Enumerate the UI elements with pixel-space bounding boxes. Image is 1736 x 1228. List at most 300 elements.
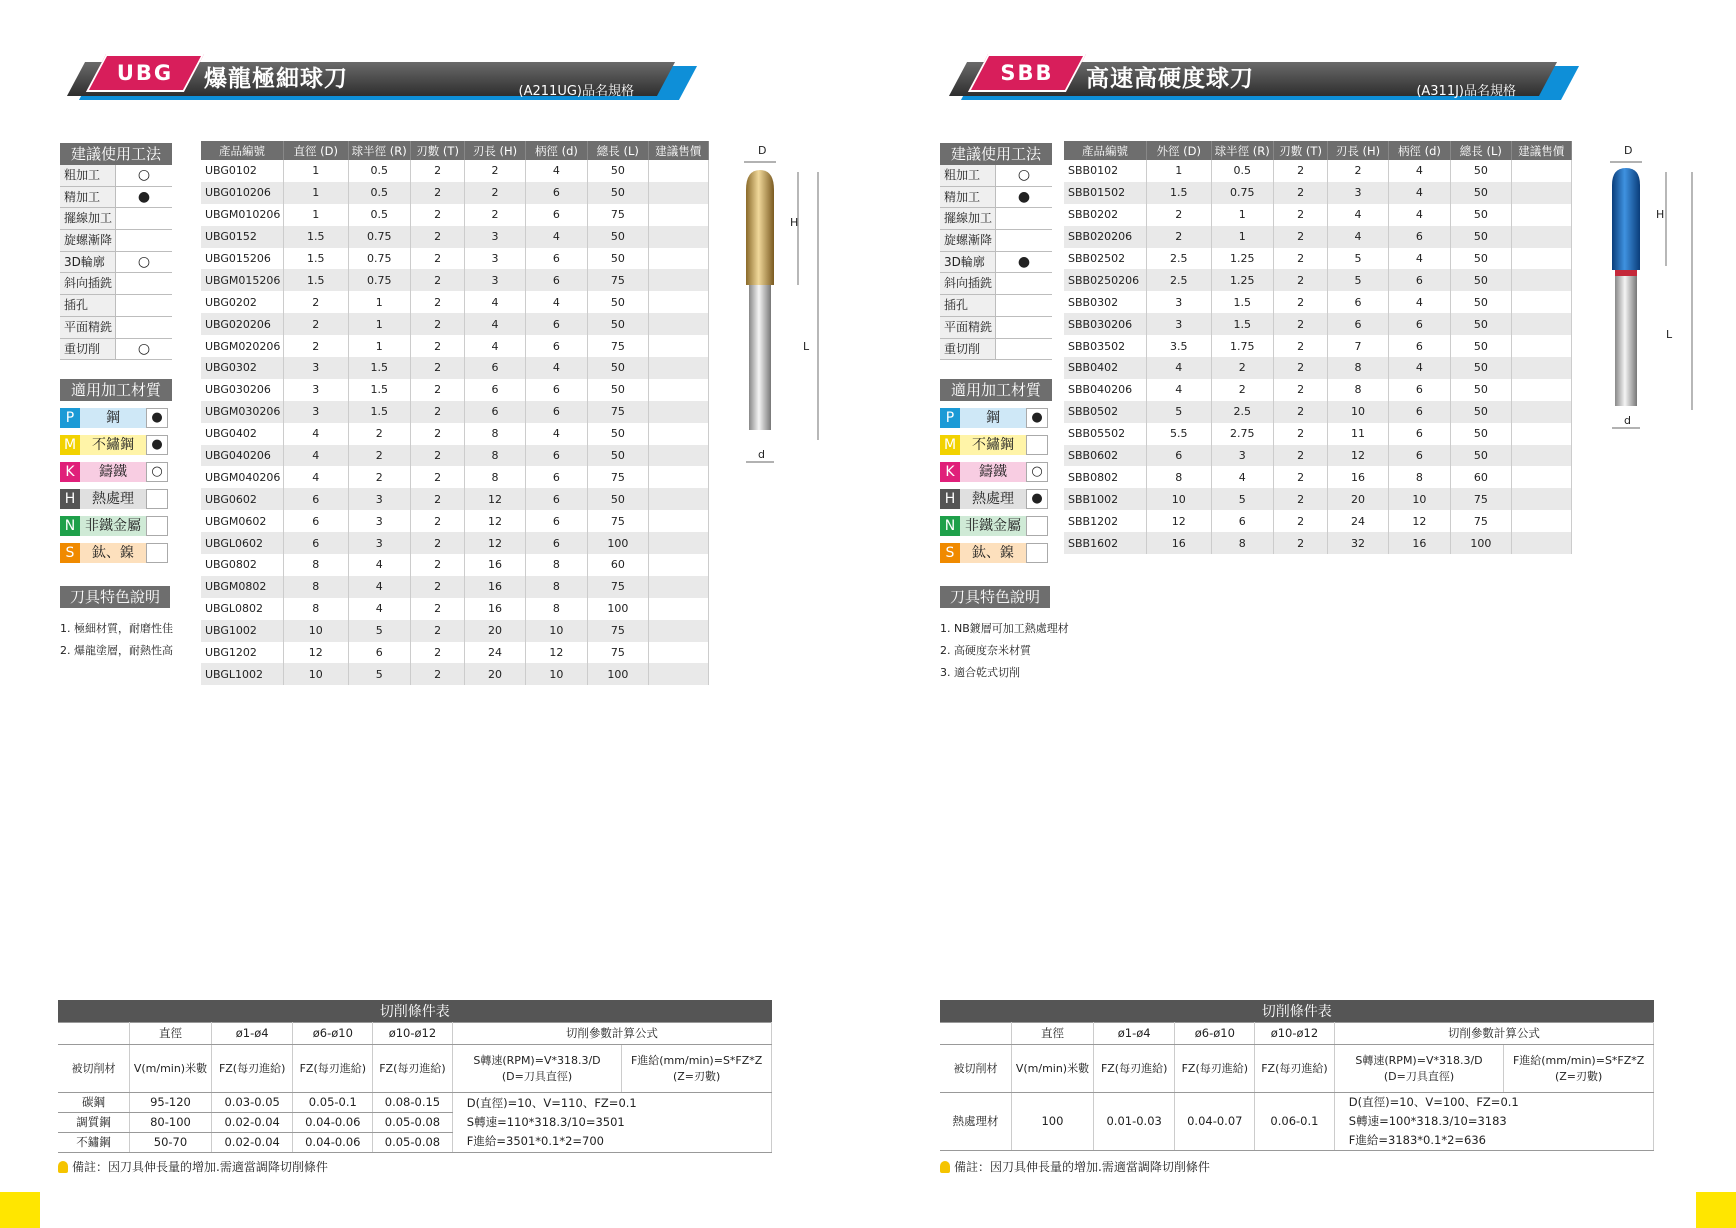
table-cell: 2 (1273, 291, 1327, 313)
table-cell (1511, 357, 1571, 379)
table-row (201, 379, 709, 401)
cut-subheader: S轉速(RPM)=V*318.3/D (D=刀具直徑) (1334, 1044, 1504, 1092)
cut-subheader: V(m/min)米數 (130, 1044, 212, 1092)
cut-subheader: FZ(每刃進給) (1175, 1044, 1255, 1092)
table-cell: 2 (1147, 226, 1211, 248)
cut-header: ø1-ø4 (211, 1022, 293, 1044)
table-cell: 2.75 (1211, 423, 1273, 445)
table-cell: 8 (1328, 357, 1388, 379)
table-cell: 50 (588, 445, 648, 467)
table-cell: 6 (525, 401, 587, 423)
table-cell: UBG0402 (201, 423, 284, 445)
use-row (60, 317, 172, 339)
table-row (1064, 532, 1572, 554)
table-cell: 1.5 (348, 379, 410, 401)
use-label: 3D輪廓 (940, 252, 996, 273)
table-cell: 4 (1388, 291, 1450, 313)
use-row (940, 165, 1052, 187)
table-cell (648, 269, 708, 291)
table-cell: 4 (1211, 466, 1273, 488)
table-cell: 8 (284, 576, 348, 598)
table-cell: UBG030206 (201, 379, 284, 401)
table-cell (648, 598, 708, 620)
cut-subheader: FZ(每刃進給) (293, 1044, 373, 1092)
table-row (201, 204, 709, 226)
table-cell: 4 (348, 554, 410, 576)
table-cell: UBGM040206 (201, 466, 284, 488)
table-cell: 2 (1211, 357, 1273, 379)
sbb-spec: (A311J)品名規格 (1416, 84, 1516, 99)
cut-cell: 0.04-0.07 (1175, 1092, 1255, 1150)
dim-d: d (1624, 414, 1631, 427)
column-header: 產品編號 (201, 141, 284, 160)
cut-subheader: V(m/min)米數 (1012, 1044, 1094, 1092)
table-cell: 6 (1388, 445, 1450, 467)
table-cell: 24 (465, 642, 525, 664)
material-row (940, 485, 1052, 512)
table-cell (648, 248, 708, 270)
table-row (1064, 401, 1572, 423)
ubg-uses (60, 143, 172, 360)
table-cell (648, 313, 708, 335)
table-cell (1511, 204, 1571, 226)
use-row (940, 339, 1052, 361)
table-cell: UBG0152 (201, 226, 284, 248)
table-cell: 2 (410, 445, 464, 467)
table-cell (1511, 510, 1571, 532)
table-cell: 8 (465, 423, 525, 445)
table-row (201, 642, 709, 664)
features-title: 刀具特色說明 (940, 586, 1050, 608)
table-cell: 2 (348, 466, 410, 488)
material-code: N (940, 516, 960, 536)
table-cell: 12 (465, 510, 525, 532)
table-cell: 2 (410, 466, 464, 488)
uses-title: 建議使用工法 (60, 143, 172, 165)
table-cell: 60 (588, 554, 648, 576)
dim-L: L (1666, 328, 1673, 341)
table-cell: SBB0202 (1064, 204, 1147, 226)
table-cell: 6 (1388, 401, 1450, 423)
feature-item: 1. NB鍍層可加工熱處理材 (940, 622, 1069, 635)
use-label: 粗加工 (60, 165, 116, 186)
table-cell: SBB1002 (1064, 488, 1147, 510)
table-cell: 3 (1211, 445, 1273, 467)
material-name: 非鐵金屬 (960, 516, 1026, 536)
table-cell: 8 (284, 554, 348, 576)
table-cell: 1 (1211, 226, 1273, 248)
table-cell: 2 (1273, 248, 1327, 270)
table-cell: 2 (410, 554, 464, 576)
table-cell: 50 (1451, 313, 1511, 335)
table-cell: 60 (1451, 466, 1511, 488)
table-cell (648, 510, 708, 532)
table-cell: 10 (284, 620, 348, 642)
material-row (60, 431, 172, 458)
table-cell: 3 (465, 269, 525, 291)
table-cell: SBB030206 (1064, 313, 1147, 335)
use-row (940, 317, 1052, 339)
table-cell: 16 (1147, 532, 1211, 554)
table-cell: UBGM020206 (201, 335, 284, 357)
cut-header (58, 1022, 130, 1044)
corner-mark (0, 1192, 40, 1228)
cut-cell: 95-120 (130, 1092, 212, 1112)
table-cell: 12 (465, 532, 525, 554)
cut-subheader: 被切削材 (940, 1044, 1012, 1092)
table-cell: 50 (1451, 204, 1511, 226)
use-label: 平面精銑 (60, 317, 116, 338)
material-row (940, 458, 1052, 485)
table-cell: 5 (348, 663, 410, 685)
formula-line: F進給=3501*0.1*2=700 (466, 1133, 604, 1148)
table-cell: 8 (1328, 379, 1388, 401)
table-cell: 6 (525, 182, 587, 204)
dim-H: H (1656, 208, 1665, 221)
use-mark: ● (1017, 189, 1031, 206)
table-cell: 1.5 (284, 226, 348, 248)
material-name: 熱處理 (80, 489, 146, 509)
table-cell (648, 204, 708, 226)
use-label: 擺線加工 (60, 208, 116, 229)
table-cell: 8 (525, 554, 587, 576)
table-cell: SBB1602 (1064, 532, 1147, 554)
cut-subheader: FZ(每刃進給) (1255, 1044, 1335, 1092)
table-cell: 2 (410, 510, 464, 532)
table-cell: 50 (1451, 160, 1511, 182)
table-cell (1511, 445, 1571, 467)
column-header: 外徑 (D) (1147, 141, 1211, 160)
table-row (201, 510, 709, 532)
material-mark (146, 516, 168, 536)
cut-cell: 熱處理材 (940, 1092, 1012, 1150)
table-cell: 6 (1328, 291, 1388, 313)
table-cell: 75 (588, 620, 648, 642)
table-cell: 2 (284, 291, 348, 313)
table-cell: 4 (1388, 182, 1450, 204)
formula-line: D(直徑)=10、V=110、FZ=0.1 (466, 1095, 637, 1110)
formula-line: D(直徑)=10、V=100、FZ=0.1 (1348, 1094, 1519, 1109)
table-cell: 4 (348, 576, 410, 598)
cut-formula (1334, 1092, 1653, 1150)
table-cell: 50 (588, 182, 648, 204)
table-cell: 2 (410, 401, 464, 423)
table-cell: 4 (525, 423, 587, 445)
table-cell: 6 (1211, 510, 1273, 532)
table-cell: 3 (1147, 313, 1211, 335)
use-label: 插孔 (60, 295, 116, 316)
table-cell: 2 (410, 598, 464, 620)
features-title: 刀具特色說明 (60, 586, 170, 608)
material-code: H (940, 489, 960, 509)
table-cell: 0.75 (1211, 182, 1273, 204)
table-cell: 4 (1388, 357, 1450, 379)
table-cell: 75 (1451, 488, 1511, 510)
table-cell: 4 (1388, 160, 1450, 182)
table-cell: UBG1202 (201, 642, 284, 664)
table-cell (648, 488, 708, 510)
table-cell: 3 (465, 226, 525, 248)
table-cell: 2 (348, 423, 410, 445)
table-cell: 6 (1388, 379, 1450, 401)
table-cell: 0.75 (348, 226, 410, 248)
table-cell: 5 (1147, 401, 1211, 423)
table-cell: 11 (1328, 423, 1388, 445)
corner-mark (1696, 1192, 1736, 1228)
sbb-materials (940, 379, 1052, 566)
cut-subheader: S轉速(RPM)=V*318.3/D (D=刀具直徑) (452, 1044, 622, 1092)
cut-formula (452, 1092, 771, 1152)
cut-header: 切削參數計算公式 (1334, 1022, 1653, 1044)
table-cell: 4 (525, 226, 587, 248)
table-cell: 4 (348, 598, 410, 620)
table-cell: 50 (588, 160, 648, 182)
table-cell: UBG015206 (201, 248, 284, 270)
table-cell (648, 576, 708, 598)
table-cell: 12 (1147, 510, 1211, 532)
use-mark: ○ (137, 340, 151, 357)
table-cell (648, 423, 708, 445)
table-cell: 50 (1451, 269, 1511, 291)
use-row (60, 339, 172, 361)
table-cell: 3 (1328, 182, 1388, 204)
table-cell: SBB0602 (1064, 445, 1147, 467)
table-cell: SBB1202 (1064, 510, 1147, 532)
table-cell: 0.5 (348, 160, 410, 182)
column-header: 刃長 (H) (1328, 141, 1388, 160)
table-cell: 12 (284, 642, 348, 664)
table-cell: 1.5 (1211, 291, 1273, 313)
table-cell: 4 (284, 445, 348, 467)
dim-D: D (1624, 144, 1633, 157)
table-cell: 2 (348, 445, 410, 467)
table-cell: 5 (1328, 269, 1388, 291)
table-cell: 8 (525, 598, 587, 620)
dim-D: D (758, 144, 767, 157)
table-cell: 20 (465, 663, 525, 685)
table-cell: 2 (1273, 204, 1327, 226)
cut-cell: 0.05-0.08 (373, 1112, 453, 1132)
table-cell: 2 (1273, 510, 1327, 532)
table-cell (1511, 401, 1571, 423)
table-cell: 2 (410, 379, 464, 401)
table-cell: 3.5 (1147, 335, 1211, 357)
table-cell: 2 (410, 488, 464, 510)
table-cell: UBGM030206 (201, 401, 284, 423)
sbb-spec-table (1064, 141, 1572, 554)
table-cell: 10 (525, 663, 587, 685)
material-mark (146, 489, 168, 509)
cut-header: ø1-ø4 (1093, 1022, 1175, 1044)
table-cell: SBB0802 (1064, 466, 1147, 488)
material-name: 鋼 (960, 408, 1026, 428)
table-cell: 75 (588, 466, 648, 488)
table-cell (1511, 160, 1571, 182)
table-cell: 2 (410, 160, 464, 182)
table-cell (648, 182, 708, 204)
table-cell: 3 (1147, 291, 1211, 313)
table-cell: 100 (588, 598, 648, 620)
table-cell: 16 (465, 554, 525, 576)
formula-line: F進給=3183*0.1*2=636 (1348, 1132, 1486, 1147)
uses-title: 建議使用工法 (940, 143, 1052, 165)
table-cell: 0.5 (348, 182, 410, 204)
use-label: 重切削 (60, 339, 116, 360)
dim-d: d (758, 448, 765, 461)
table-cell: 2 (1273, 335, 1327, 357)
table-cell: 16 (1388, 532, 1450, 554)
table-cell: 50 (1451, 445, 1511, 467)
cut-cell: 0.08-0.15 (373, 1092, 453, 1112)
use-row (940, 208, 1052, 230)
table-cell: 6 (525, 204, 587, 226)
material-mark: ● (146, 435, 168, 455)
bulb-icon (940, 1161, 950, 1173)
use-row (60, 208, 172, 230)
material-mark: ● (1026, 408, 1048, 428)
material-row (60, 404, 172, 431)
table-cell: 2 (1273, 226, 1327, 248)
ubg-features (60, 586, 173, 662)
table-cell: 2 (1273, 313, 1327, 335)
table-cell: 2 (410, 532, 464, 554)
use-label: 粗加工 (940, 165, 996, 186)
table-cell: UBGM0802 (201, 576, 284, 598)
table-cell: 10 (525, 620, 587, 642)
table-cell: 6 (525, 335, 587, 357)
table-cell: 6 (525, 313, 587, 335)
ubg-banner (58, 50, 678, 100)
table-cell: 2 (1273, 423, 1327, 445)
use-mark: ○ (1017, 167, 1031, 184)
table-cell: 8 (1388, 466, 1450, 488)
material-code: M (60, 435, 80, 455)
table-cell: 2 (465, 204, 525, 226)
column-header: 直徑 (D) (284, 141, 348, 160)
table-row (201, 357, 709, 379)
table-cell (648, 357, 708, 379)
cut-header: ø10-ø12 (373, 1022, 453, 1044)
cut-cell: 0.03-0.05 (211, 1092, 293, 1112)
table-cell: 2 (410, 576, 464, 598)
table-cell: 1 (284, 160, 348, 182)
use-label: 斜向插銑 (60, 273, 116, 294)
table-cell: 16 (465, 576, 525, 598)
table-cell: 4 (465, 335, 525, 357)
table-cell: 6 (1388, 335, 1450, 357)
materials-title: 適用加工材質 (940, 379, 1052, 401)
material-mark: ● (1026, 489, 1048, 509)
table-cell: 50 (588, 248, 648, 270)
table-cell: 50 (588, 226, 648, 248)
table-row (201, 598, 709, 620)
table-cell: 20 (1328, 488, 1388, 510)
table-cell: 12 (1328, 445, 1388, 467)
material-name: 鈦、鎳 (80, 543, 146, 563)
sbb-title: 高速高硬度球刀 (1086, 66, 1254, 92)
table-cell: 6 (525, 532, 587, 554)
use-label: 旋螺漸降 (60, 230, 116, 251)
table-cell: 1.5 (1147, 182, 1211, 204)
table-cell: 75 (588, 269, 648, 291)
cut-cell: 0.04-0.06 (293, 1112, 373, 1132)
table-cell: 8 (1147, 466, 1211, 488)
table-cell: 2 (1273, 445, 1327, 467)
table-cell (1511, 182, 1571, 204)
sbb-tool-diagram (1604, 140, 1704, 440)
cut-cell: 100 (1012, 1092, 1094, 1150)
table-cell: 2 (465, 182, 525, 204)
table-cell: UBGL0602 (201, 532, 284, 554)
use-label: 精加工 (940, 187, 996, 208)
cut-subheader: FZ(每刃進給) (211, 1044, 293, 1092)
table-row (201, 313, 709, 335)
table-cell: 1 (284, 182, 348, 204)
cut-cell: 80-100 (130, 1112, 212, 1132)
material-code: S (940, 543, 960, 563)
cut-subheader: F進給(mm/min)=S*FZ*Z (Z=刃數) (1504, 1044, 1654, 1092)
table-cell: 50 (588, 488, 648, 510)
table-cell: UBG0302 (201, 357, 284, 379)
cut-title: 切削條件表 (58, 1000, 772, 1022)
table-cell: 75 (588, 204, 648, 226)
sbb-uses (940, 143, 1052, 360)
sbb-tag: SBB (968, 54, 1086, 92)
table-row (201, 554, 709, 576)
table-cell: 7 (1328, 335, 1388, 357)
table-cell: 6 (525, 466, 587, 488)
cut-header: 切削參數計算公式 (452, 1022, 771, 1044)
table-cell: 6 (284, 488, 348, 510)
table-row (1064, 291, 1572, 313)
table-cell: 2 (410, 335, 464, 357)
table-cell: 4 (1388, 204, 1450, 226)
table-cell: 2 (410, 248, 464, 270)
material-code: M (940, 435, 960, 455)
table-cell: 2 (1273, 182, 1327, 204)
table-cell: 2 (1273, 379, 1327, 401)
table-cell: 2 (465, 160, 525, 182)
material-code: N (60, 516, 80, 536)
table-row (201, 182, 709, 204)
table-cell: UBGL0802 (201, 598, 284, 620)
column-header: 刃數 (T) (410, 141, 464, 160)
table-cell: 6 (525, 445, 587, 467)
table-cell: 6 (1388, 226, 1450, 248)
table-cell: UBG0802 (201, 554, 284, 576)
table-cell: 50 (588, 313, 648, 335)
use-row (60, 252, 172, 274)
table-cell: 6 (348, 642, 410, 664)
sbb-page (868, 0, 1736, 1228)
table-cell: UBGM015206 (201, 269, 284, 291)
table-row (1064, 269, 1572, 291)
table-cell: 12 (465, 488, 525, 510)
cut-subheader: F進給(mm/min)=S*FZ*Z (Z=刃數) (622, 1044, 772, 1092)
cut-header: ø10-ø12 (1255, 1022, 1335, 1044)
table-cell: 6 (1388, 423, 1450, 445)
table-cell: 4 (1147, 379, 1211, 401)
table-cell: 6 (525, 379, 587, 401)
table-cell: 2.5 (1147, 248, 1211, 270)
table-cell: 3 (465, 248, 525, 270)
table-cell: 1 (348, 291, 410, 313)
table-row (201, 401, 709, 423)
table-cell: 2 (410, 269, 464, 291)
cut-cell: 0.01-0.03 (1093, 1092, 1175, 1150)
table-row (201, 248, 709, 270)
table-cell: SBB0102 (1064, 160, 1147, 182)
